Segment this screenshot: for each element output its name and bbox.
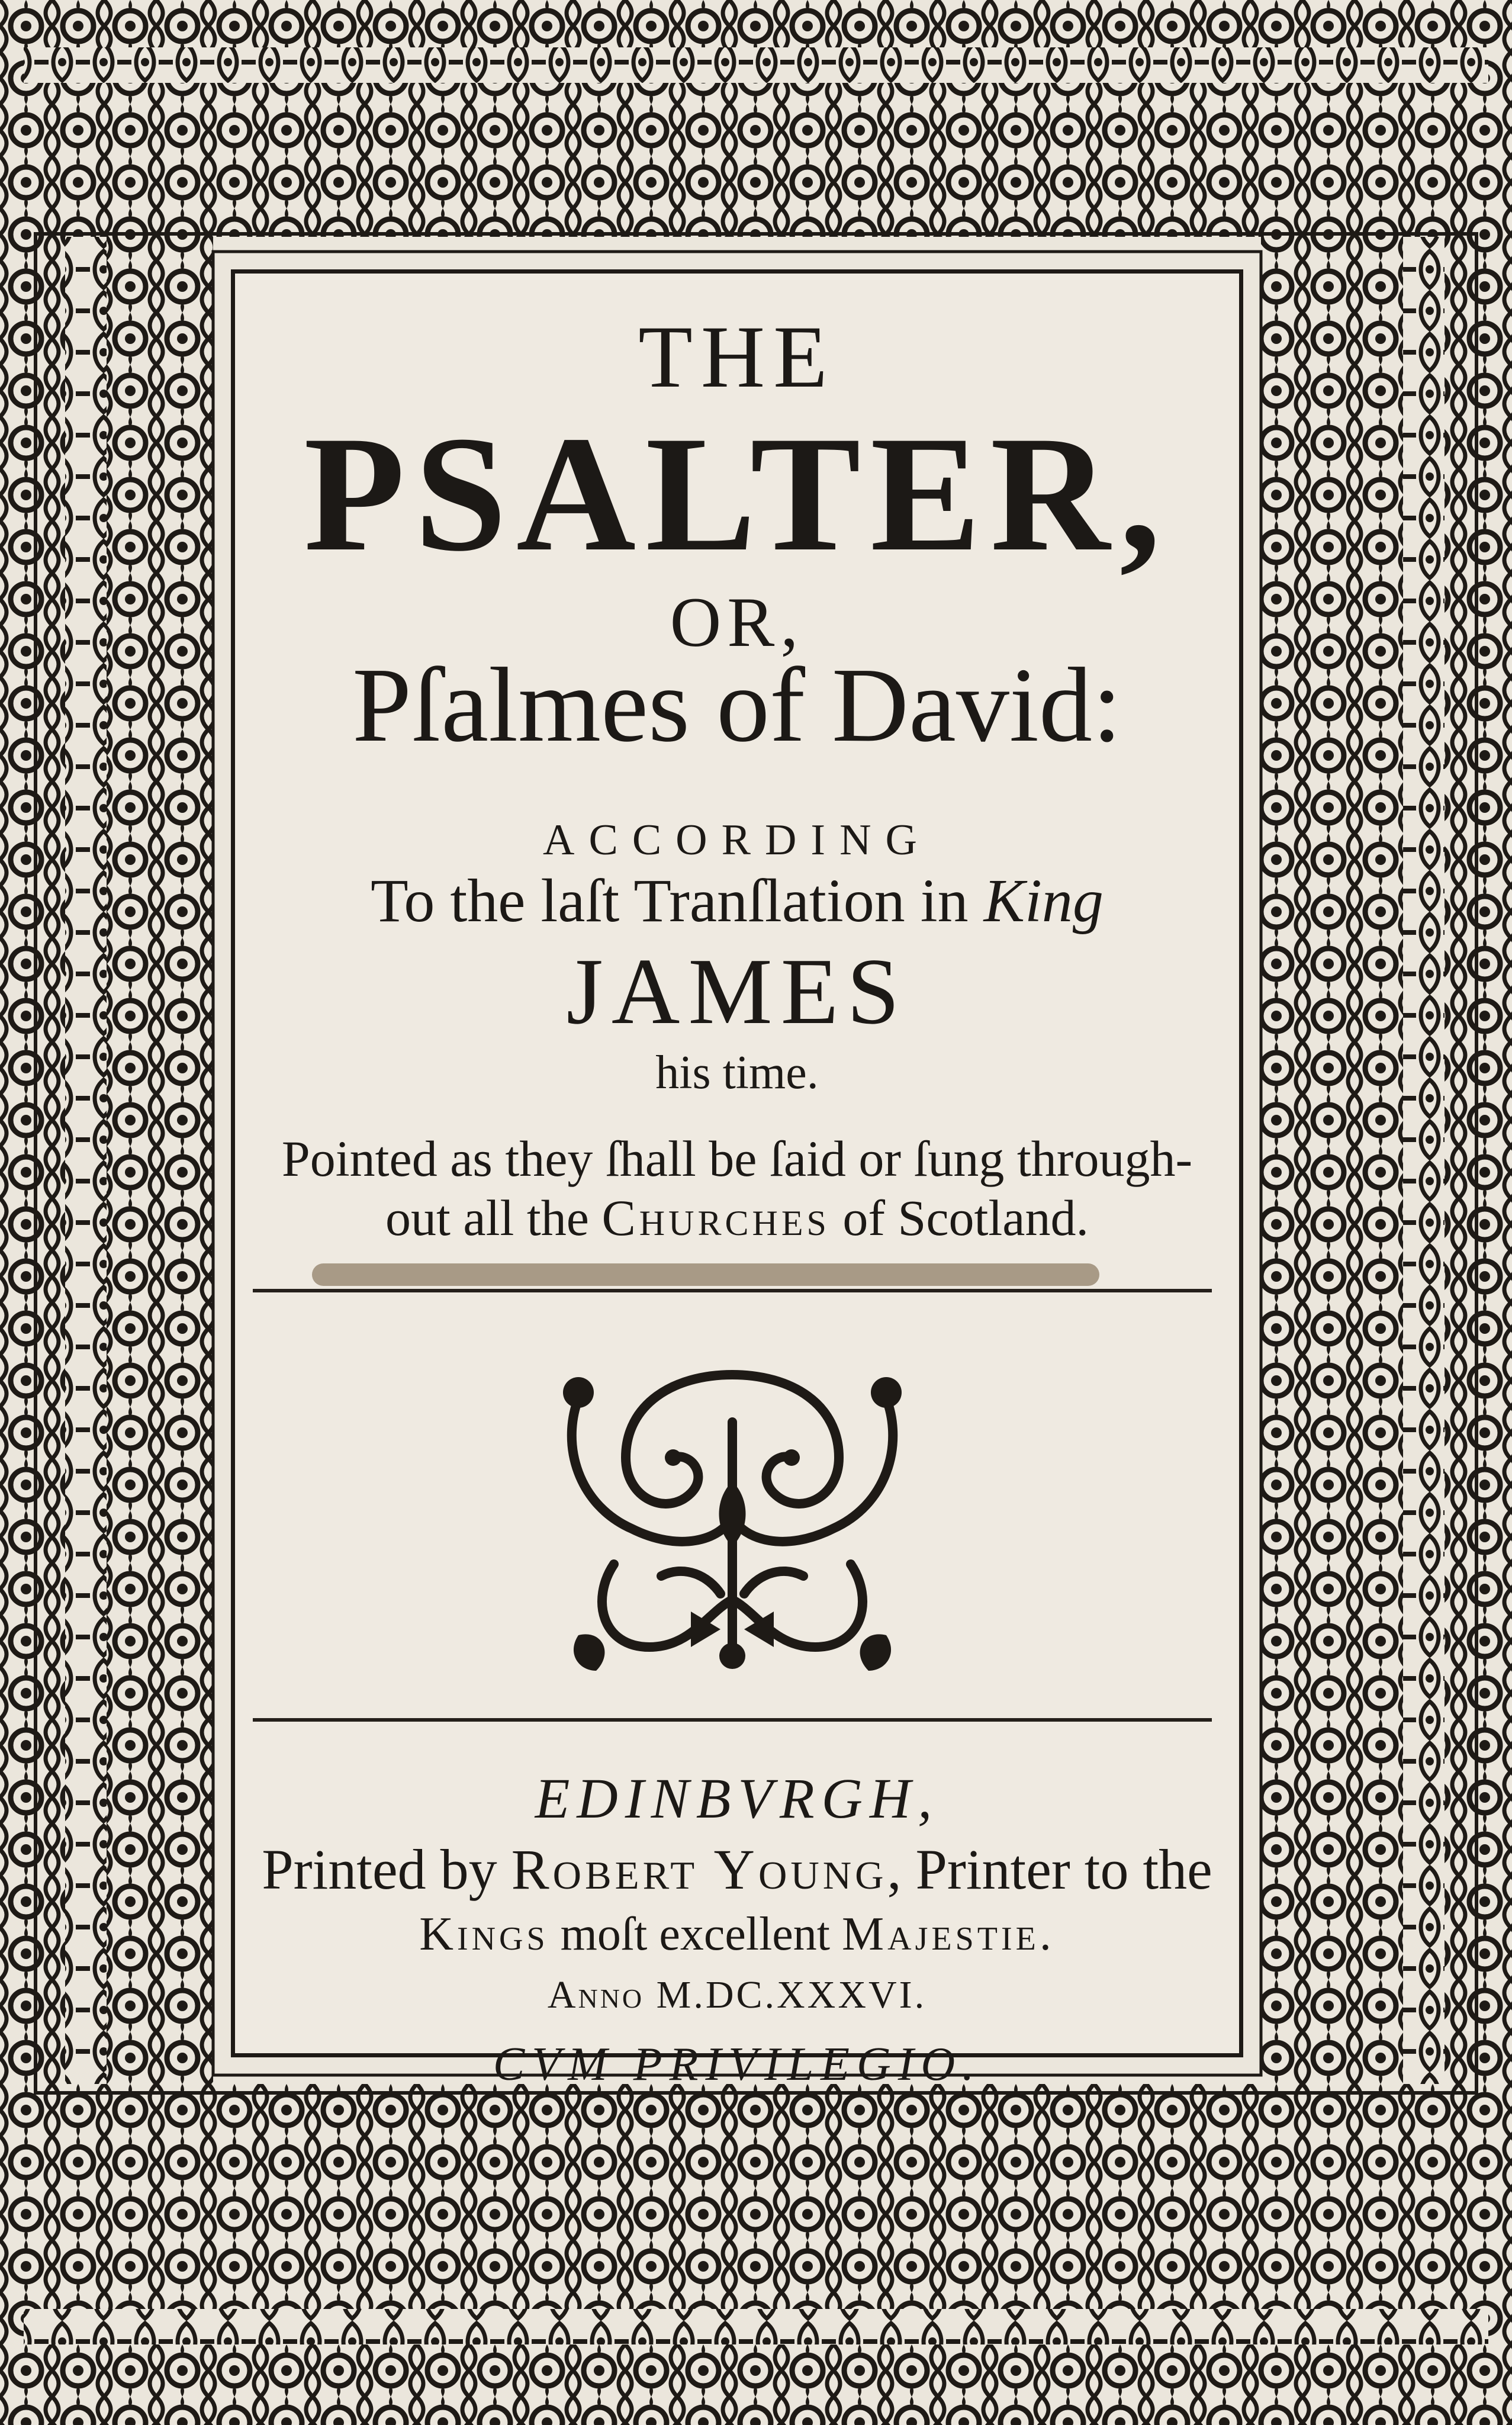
ink-stain <box>312 1263 1099 1286</box>
kings-prefix: Kings <box>419 1908 549 1960</box>
title-panel <box>231 269 1243 2090</box>
description-pointed: Pointed as they ſhall be ſaid or ſung through- <box>281 1130 1193 1187</box>
churches-word: Churches <box>601 1189 830 1246</box>
churches-prefix: out all the <box>385 1189 602 1246</box>
printed-suffix: , Printer to the <box>887 1838 1212 1901</box>
imprint-year: Anno M.DC.XXXVI. <box>547 1973 927 2016</box>
subtitle-his-time: his time. <box>655 1047 819 1099</box>
printed-prefix: Printed by <box>262 1838 511 1901</box>
divider-rule-top <box>253 1289 1212 1292</box>
kings-middle: moſt excellent <box>548 1908 842 1960</box>
divider-rule-bottom <box>253 1718 1212 1722</box>
description-churches <box>235 1188 1239 1247</box>
imprint-printer <box>235 1837 1239 1902</box>
subtitle-according: ACCORDING <box>543 816 931 864</box>
imprint-kings <box>235 1908 1239 1961</box>
title-or: OR, <box>670 583 805 661</box>
printer-name: Robert Young <box>511 1838 887 1901</box>
translation-prefix: To the laſt Tranſlation in <box>371 867 984 935</box>
subtitle-james: JAMES <box>566 938 908 1044</box>
majestie: Majestie. <box>842 1908 1055 1960</box>
churches-suffix: of Scotland. <box>829 1189 1089 1246</box>
subtitle-translation <box>235 866 1239 936</box>
translation-king: King <box>983 867 1104 935</box>
printers-ornament-icon <box>543 1351 922 1683</box>
imprint-privilege: CVM PRIVILEGIO. <box>493 2038 982 2090</box>
title-psalmes-of-david: Pſalmes of David: <box>352 646 1122 764</box>
title-the: THE <box>638 308 836 406</box>
imprint-place: EDINBVRGH, <box>535 1767 940 1830</box>
title-psalter: PSALTER, <box>304 401 1170 586</box>
